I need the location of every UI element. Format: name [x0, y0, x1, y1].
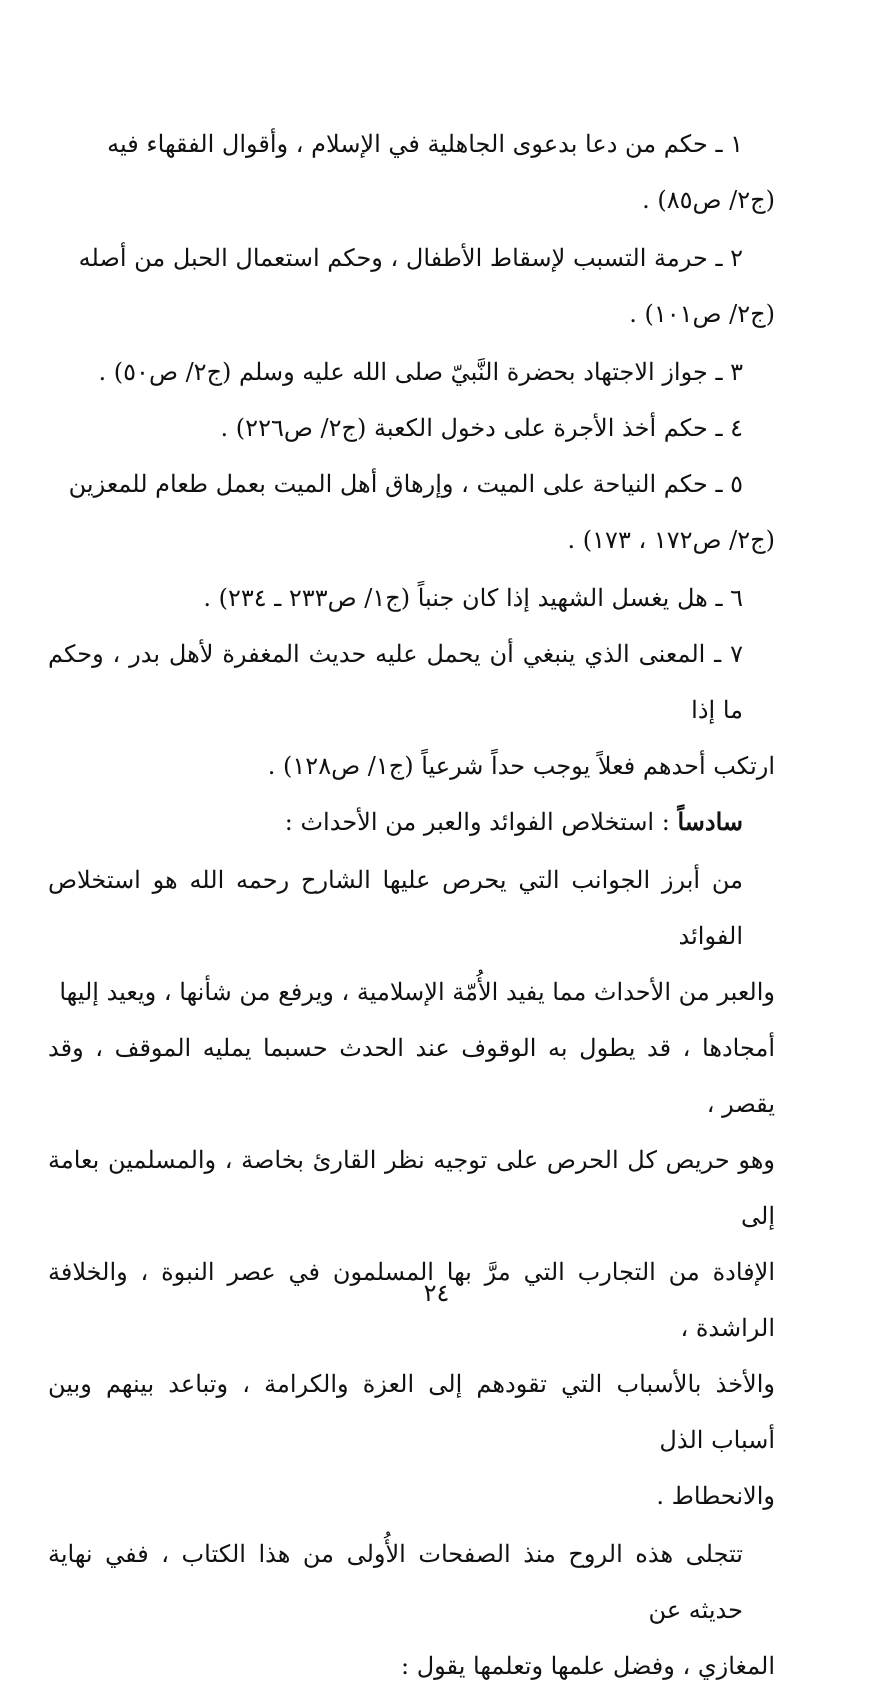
section-number: سادساً	[677, 807, 743, 836]
list-item-3	[48, 344, 775, 400]
list-item-1-line-1: ١ ـ حكم من دعا بدعوى الجاهلية في الإسلام ، وأقوال الفقهاء فيه	[107, 130, 743, 158]
section-title: : استخلاص الفوائد والعبر من الأحداث :	[284, 808, 670, 836]
paragraph-line: والانحطاط .	[656, 1482, 775, 1510]
list-item-5-line-1: ٥ ـ حكم النياحة على الميت ، وإرهاق أهل الميت بعمل طعام للمعزين	[68, 470, 743, 498]
list-item-7-line-1: ٧ ـ المعنى الذي ينبغي أن يحمل عليه حديث المغفرة لأهل بدر ، وحكم ما إذا	[48, 640, 743, 724]
list-item-3-line-1: ٣ ـ جواز الاجتهاد بحضرة النَّبيّ صلى الله عليه وسلم (ج٢/ ص٥٠) .	[98, 358, 743, 386]
list-item-7	[48, 626, 775, 794]
paragraph-line: والأخذ بالأسباب التي تقودهم إلى العزة والكرامة ، وتباعد بينهم وبين أسباب الذل	[48, 1370, 775, 1454]
paragraph-line: وهو حريص كل الحرص على توجيه نظر القارئ بخاصة ، والمسلمين بعامة إلى	[48, 1146, 775, 1230]
list-item-6-line-1: ٦ ـ هل يغسل الشهيد إذا كان جنباً (ج١/ ص٢٣٣ ـ ٢٣٤) .	[203, 584, 743, 612]
list-item-2-line-1: ٢ ـ حرمة التسبب لإسقاط الأطفال ، وحكم استعمال الحبل من أصله	[78, 244, 743, 272]
paragraph-line: والعبر من الأحداث مما يفيد الأُمّة الإسلامية ، ويرفع من شأنها ، ويعيد إليها	[59, 978, 775, 1006]
list-item-6	[48, 570, 775, 626]
body-paragraph-2	[48, 1526, 775, 1694]
paragraph-line: من أبرز الجوانب التي يحرص عليها الشارح رحمه الله هو استخلاص الفوائد	[48, 866, 743, 950]
list-item-5	[48, 456, 775, 568]
paragraph-line: أمجادها ، قد يطول به الوقوف عند الحدث حسبما يمليه الموقف ، وقد يقصر ،	[48, 1034, 775, 1118]
list-item-2-line-2: (ج٢/ ص١٠١) .	[629, 300, 775, 328]
paragraph-line: المغازي ، وفضل علمها وتعلمها يقول :	[401, 1652, 775, 1680]
paragraph-line: تتجلى هذه الروح منذ الصفحات الأُولى من هذا الكتاب ، ففي نهاية حديثه عن	[48, 1540, 743, 1624]
list-item-7-line-2: ارتكب أحدهم فعلاً يوجب حداً شرعياً (ج١/ ص١٢٨) .	[267, 752, 775, 780]
paragraph-line: الإفادة من التجارب التي مرَّ بها المسلمون في عصر النبوة ، والخلافة الراشدة ،	[48, 1258, 775, 1342]
list-item-1	[48, 116, 775, 228]
list-item-4	[48, 400, 775, 456]
list-item-4-line-1: ٤ ـ حكم أخذ الأجرة على دخول الكعبة (ج٢/ ص٢٢٦) .	[220, 414, 743, 442]
page-number: ٢٤	[423, 1279, 450, 1307]
list-item-1-line-2: (ج٢/ ص٨٥) .	[642, 186, 775, 214]
page-body	[48, 116, 775, 1694]
section-heading	[48, 794, 775, 850]
list-item-2	[48, 230, 775, 342]
body-paragraph-1	[48, 852, 775, 1524]
list-item-5-line-2: (ج٢/ ص١٧٢ ، ١٧٣) .	[567, 526, 775, 554]
